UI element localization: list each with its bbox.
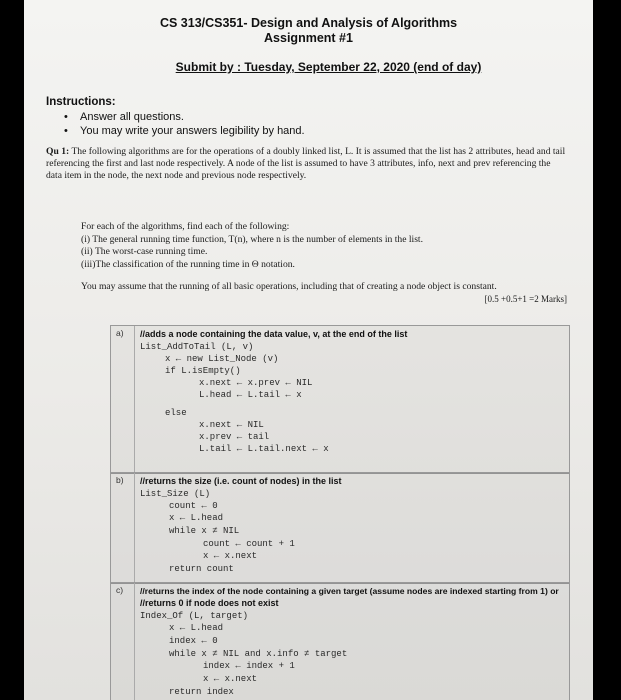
code-line: x ← x.next — [203, 551, 258, 561]
assumption-block — [81, 281, 567, 304]
sub-item: (i) The general running time function, T(n), where n is the number of elements in the list. — [81, 233, 423, 245]
code-line: while x ≠ NIL — [169, 526, 240, 536]
code-line: L.head ← L.tail ← x — [199, 390, 302, 400]
question-label: Qu 1: — [46, 146, 70, 157]
algorithm-comment: //returns the size (i.e. count of nodes) in the list — [140, 476, 342, 486]
instructions-heading: Instructions: — [46, 96, 116, 108]
code-line: x ← L.head — [169, 623, 224, 633]
code-line: x.next ← NIL — [199, 420, 264, 430]
sub-item: (iii)The classification of the running time in Θ notation. — [81, 258, 295, 270]
course-title: CS 313/CS351- Design and Analysis of Algorithms — [159, 16, 458, 30]
code-line: while x ≠ NIL and x.info ≠ target — [169, 649, 348, 659]
algorithm-label: b) — [116, 475, 124, 485]
list-item — [64, 110, 305, 124]
sub-item: (ii) The worst-case running time. — [81, 246, 208, 257]
list-item — [64, 124, 305, 138]
code-line: return count — [169, 564, 234, 574]
algorithm-comment: //adds a node containing the data value, v, at the end of the list — [140, 329, 408, 339]
assignment-title: Assignment #1 — [264, 31, 353, 45]
assignment-page — [24, 0, 593, 700]
algorithm-comment-2: //returns 0 if node does not exist — [140, 598, 279, 608]
for-each-block — [81, 221, 561, 271]
code-line: return index — [169, 687, 234, 697]
code-line: x ← L.head — [169, 513, 224, 523]
code-line: x.next ← x.prev ← NIL — [199, 378, 313, 388]
code-line: Index_Of (L, target) — [140, 611, 249, 621]
code-line: index ← index + 1 — [203, 661, 295, 671]
divider — [134, 326, 135, 473]
question-1-intro — [46, 146, 566, 182]
instruction-text: You may write your answers legibility by hand. — [80, 125, 305, 137]
divider — [134, 473, 135, 583]
code-line: List_AddToTail (L, v) — [140, 342, 254, 352]
code-line: if L.isEmpty() — [165, 366, 241, 376]
algorithm-box-a — [110, 325, 570, 474]
instructions-list — [64, 110, 305, 138]
code-line: L.tail ← L.tail.next ← x — [199, 444, 329, 454]
bullet-icon: • — [64, 125, 68, 137]
divider — [134, 583, 135, 700]
algorithm-label: a) — [116, 328, 124, 338]
code-line: x.prev ← tail — [199, 432, 270, 442]
for-each-text: For each of the algorithms, find each of the following: — [81, 221, 290, 232]
bullet-icon: • — [64, 111, 68, 123]
code-line: List_Size (L) — [140, 489, 211, 499]
submit-deadline: Submit by : Tuesday, September 22, 2020 (end of day) — [175, 60, 482, 74]
code-line: else — [165, 408, 187, 418]
algorithm-box-b — [110, 472, 570, 584]
assumption-text: You may assume that the running of all basic operations, including that of creating a node object is constant. — [81, 281, 497, 292]
code-line: x ← x.next — [203, 674, 258, 684]
question-text: The following algorithms are for the operations of a doubly linked list, L. It is assumed that the list has 2 attributes, head and tail referencing the first and last node respectively. A node of the list is assumed to have 3 attributes, info, next and prev referencing the data item in the node, the next node and previous node respectively. — [46, 146, 566, 181]
instruction-text: Answer all questions. — [80, 111, 184, 123]
marks-label: [0.5 +0.5+1 =2 Marks] — [484, 294, 567, 304]
code-line: index ← 0 — [169, 636, 218, 646]
algorithm-label: c) — [116, 585, 124, 595]
algorithm-comment: //returns the index of the node containing a given target (assume nodes are indexed starting from 1) or — [140, 586, 559, 596]
code-line: count ← count + 1 — [203, 539, 295, 549]
code-line: count ← 0 — [169, 501, 218, 511]
code-line: x ← new List_Node (v) — [165, 354, 279, 364]
algorithm-box-c — [110, 582, 570, 700]
